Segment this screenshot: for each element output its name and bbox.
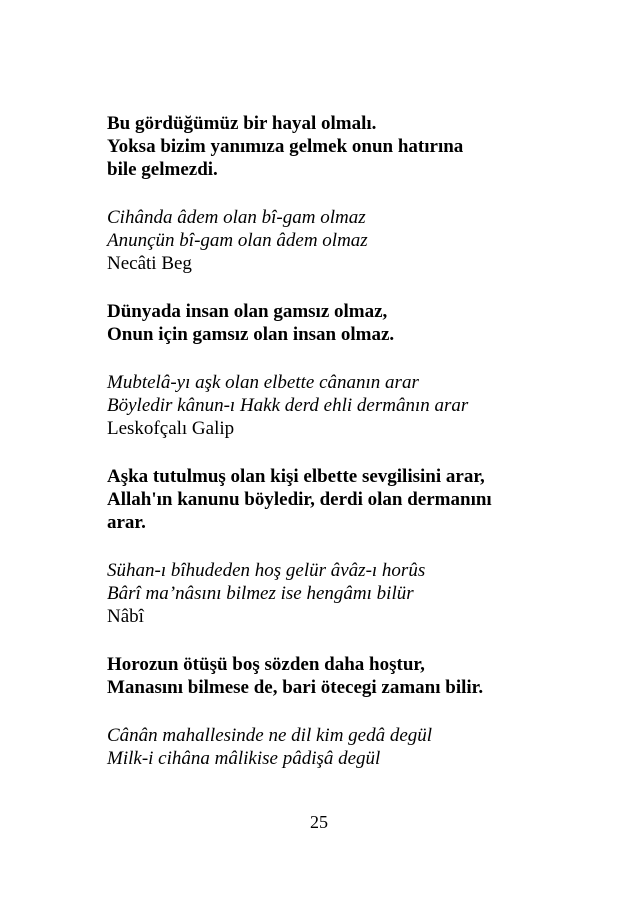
translation-block-3 [107,465,577,534]
translation-block-4 [107,653,577,699]
verse-line: Cihânda âdem olan bî-gam olmaz [107,207,366,228]
translation-block-1 [107,112,577,181]
verse-line: Cânân mahallesinde ne dil kim gedâ degül [107,725,433,746]
verse-line: Mubtelâ-yı aşk olan elbette cânanın arar [107,372,419,393]
page-number: 25 [310,812,328,832]
verse-line: Anunçün bî-gam olan âdem olmaz [107,230,368,251]
translation-line: Bu gördüğümüz bir hayal olmalı. [107,113,377,134]
translation-line: Allah'ın kanunu böyledir, derdi olan dermanını [107,489,492,510]
verse-author: Leskofçalı Galip [107,418,235,439]
page-content [107,112,577,795]
translation-block-2 [107,300,577,346]
verse-line: Milk-i cihâna mâlikise pâdişâ degül [107,748,381,769]
verse-block-2 [107,371,577,440]
translation-line: Onun için gamsız olan insan olmaz. [107,324,395,345]
verse-line: Bârî ma’nâsını bilmez ise hengâmı bilür [107,583,414,604]
translation-line: bile gelmezdi. [107,159,218,180]
translation-line: Yoksa bizim yanımıza gelmek onun hatırına [107,136,464,157]
verse-line: Böyledir kânun-ı Hakk derd ehli dermânın arar [107,395,469,416]
translation-line: Aşka tutulmuş olan kişi elbette sevgilisini arar, [107,466,485,487]
verse-author: Nâbî [107,606,144,627]
translation-line: arar. [107,512,146,533]
verse-block-1 [107,206,577,275]
translation-line: Dünyada insan olan gamsız olmaz, [107,301,388,322]
translation-line: Manasını bilmese de, bari ötecegi zamanı bilir. [107,677,484,698]
translation-line: Horozun ötüşü boş sözden daha hoştur, [107,654,425,675]
verse-block-4 [107,724,577,770]
verse-author: Necâti Beg [107,253,192,274]
verse-line: Sühan-ı bîhudeden hoş gelür âvâz-ı horûs [107,560,426,581]
verse-block-3 [107,559,577,628]
